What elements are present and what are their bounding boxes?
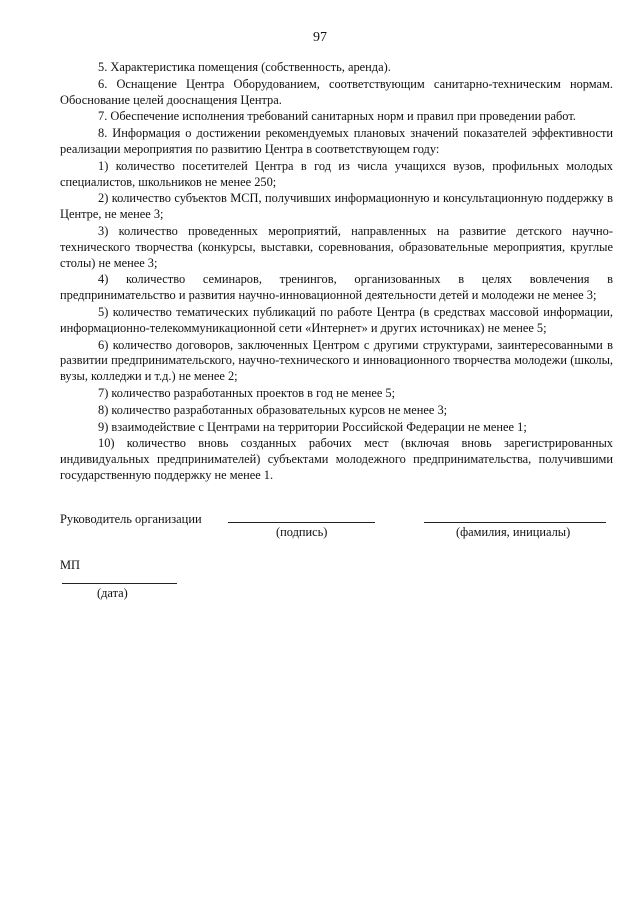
paragraph-8-indicators: 8. Информация о достижении рекомендуемых плановых значений показателей эффективности реализации мероприятия по развитию Центра в соответствующем году: (60, 126, 613, 156)
stamp-place-label: МП (60, 558, 80, 572)
indicator-item-5: 5) количество тематических публикаций по работе Центра (в средствах массовой информации, информационно-телекоммуникационной сети «Интернет» и других источниках) не менее 5; (60, 304, 613, 335)
date-line (62, 583, 177, 584)
paragraph-5-premises: 5. Характеристика помещения (собственность, аренда). (98, 60, 391, 74)
indicator-item-6: 6) количество договоров, заключенных Центром с другими структурами, заинтересованными в развитии предпринимательского, научно-технического и инновационного творчества молодежи (школы, вузы, колледжи и т.д.) не менее 2; (60, 337, 613, 384)
name-line (424, 522, 606, 523)
indicator-item-9: 9) взаимодействие с Центрами на территории Российской Федерации не менее 1; (98, 419, 527, 434)
name-caption: (фамилия, инициалы) (456, 525, 571, 539)
signature-caption: (подпись) (276, 525, 328, 539)
paragraph-6-equipment: 6. Оснащение Центра Оборудованием, соответствующим санитарно-техническим нормам. Обоснование целей дооснащения Центра. (60, 76, 613, 107)
document-body (60, 60, 613, 485)
indicator-item-3: 3) количество проведенных мероприятий, направленных на развитие детского научно-технического творчества (конкурсы, выставки, соревнования, образовательные мероприятия, круглые столы) не менее 3; (60, 223, 613, 270)
indicator-item-1: 1) количество посетителей Центра в год из числа учащихся вузов, профильных молодых специалистов, школьников не менее 250; (60, 158, 613, 189)
indicator-item-4: 4) количество семинаров, тренингов, организованных в целях вовлечения в предпринимательство и развития научно-инновационной деятельности детей и молодежи не менее 3; (60, 272, 613, 303)
indicator-item-2: 2) количество субъектов МСП, получивших информационную и консультационную поддержку в Центре, не менее 3; (60, 191, 613, 222)
page-number: 97 (313, 30, 327, 45)
signature-line (228, 522, 375, 523)
date-caption: (дата) (97, 586, 128, 600)
indicator-item-10: 10) количество вновь созданных рабочих мест (включая вновь зарегистрированных индивидуальных предпринимателей) субъектами молодежного предпринимательства, получившими государственную поддержку не менее 1. (60, 436, 613, 482)
indicator-item-7: 7) количество разработанных проектов в год не менее 5; (98, 385, 396, 400)
signature-label: Руководитель организации (60, 512, 202, 526)
indicator-item-8: 8) количество разработанных образовательных курсов не менее 3; (98, 402, 448, 417)
paragraph-7-sanitary: 7. Обеспечение исполнения требований санитарных норм и правил при проведении работ. (98, 109, 576, 124)
